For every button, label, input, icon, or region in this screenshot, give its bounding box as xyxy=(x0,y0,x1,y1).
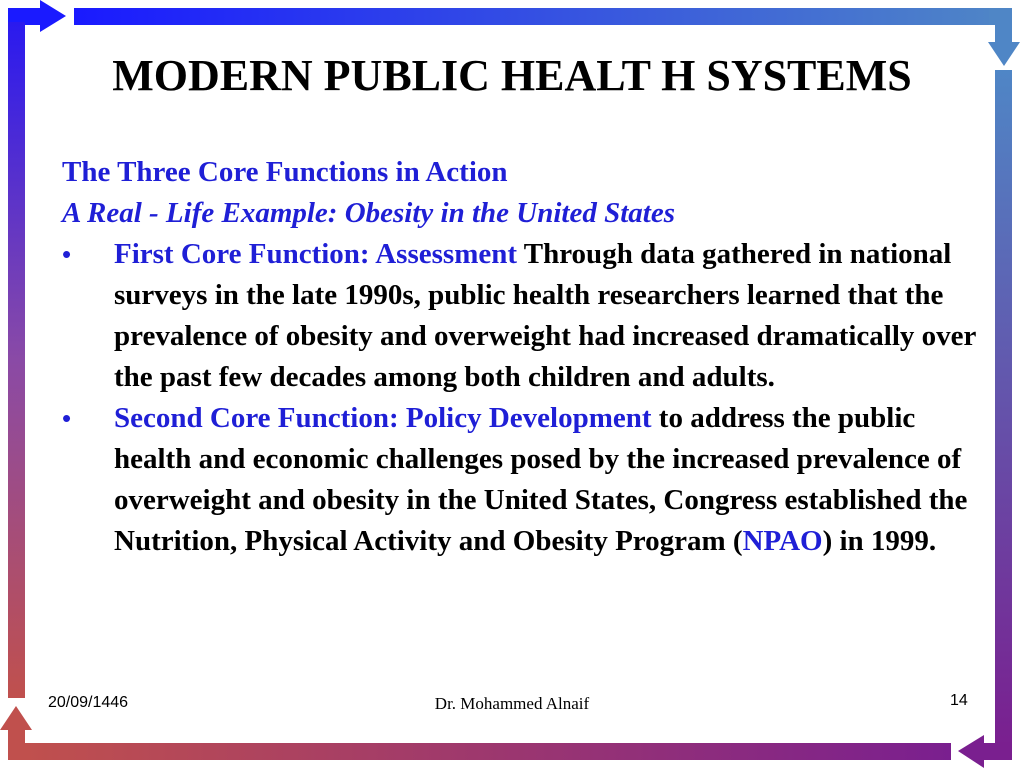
footer-author: Dr. Mohammed Alnaif xyxy=(434,694,590,713)
bullet-policy-development xyxy=(62,398,992,562)
bullet-label: First Core Function: Assessment xyxy=(114,238,518,270)
bullet-dot-icon: • xyxy=(62,403,72,433)
frame-top-bar xyxy=(74,8,1006,25)
frame-bottom-bar xyxy=(25,743,951,760)
bullet-label: Second Core Function: Policy Development xyxy=(114,402,652,434)
footer-date: 20/09/1446 xyxy=(48,694,129,711)
bullet-text: Through data gathered in national surveys in the late 1990s, public health researchers learned that the prevalence of obesity and overweight had increased dramatically over the past few decades among both children and adults. xyxy=(114,238,976,393)
bullet-text-end: ) in 1999. xyxy=(822,525,937,557)
slide-title: MODERN PUBLIC HEALT H SYSTEMS xyxy=(112,51,912,100)
bullet-assessment xyxy=(62,234,992,398)
bullet-dot-icon: • xyxy=(62,239,72,269)
example-heading: A Real - Life Example: Obesity in the United States xyxy=(62,197,675,229)
slide-body xyxy=(62,152,992,562)
frame-left-bar xyxy=(8,22,25,698)
frame-bottom-left-arrow xyxy=(0,706,32,760)
acronym-npao: NPAO xyxy=(742,525,823,557)
frame-right-bar xyxy=(995,70,1012,746)
section-heading: The Three Core Functions in Action xyxy=(62,156,508,188)
bullet-text: to address the public health and economic challenges posed by the increased prevalence of overweight and obesity in the United States, Congress established the Nutrition, Physical Activity and Obesity Program ( xyxy=(114,402,968,557)
page-number: 14 xyxy=(950,692,968,709)
